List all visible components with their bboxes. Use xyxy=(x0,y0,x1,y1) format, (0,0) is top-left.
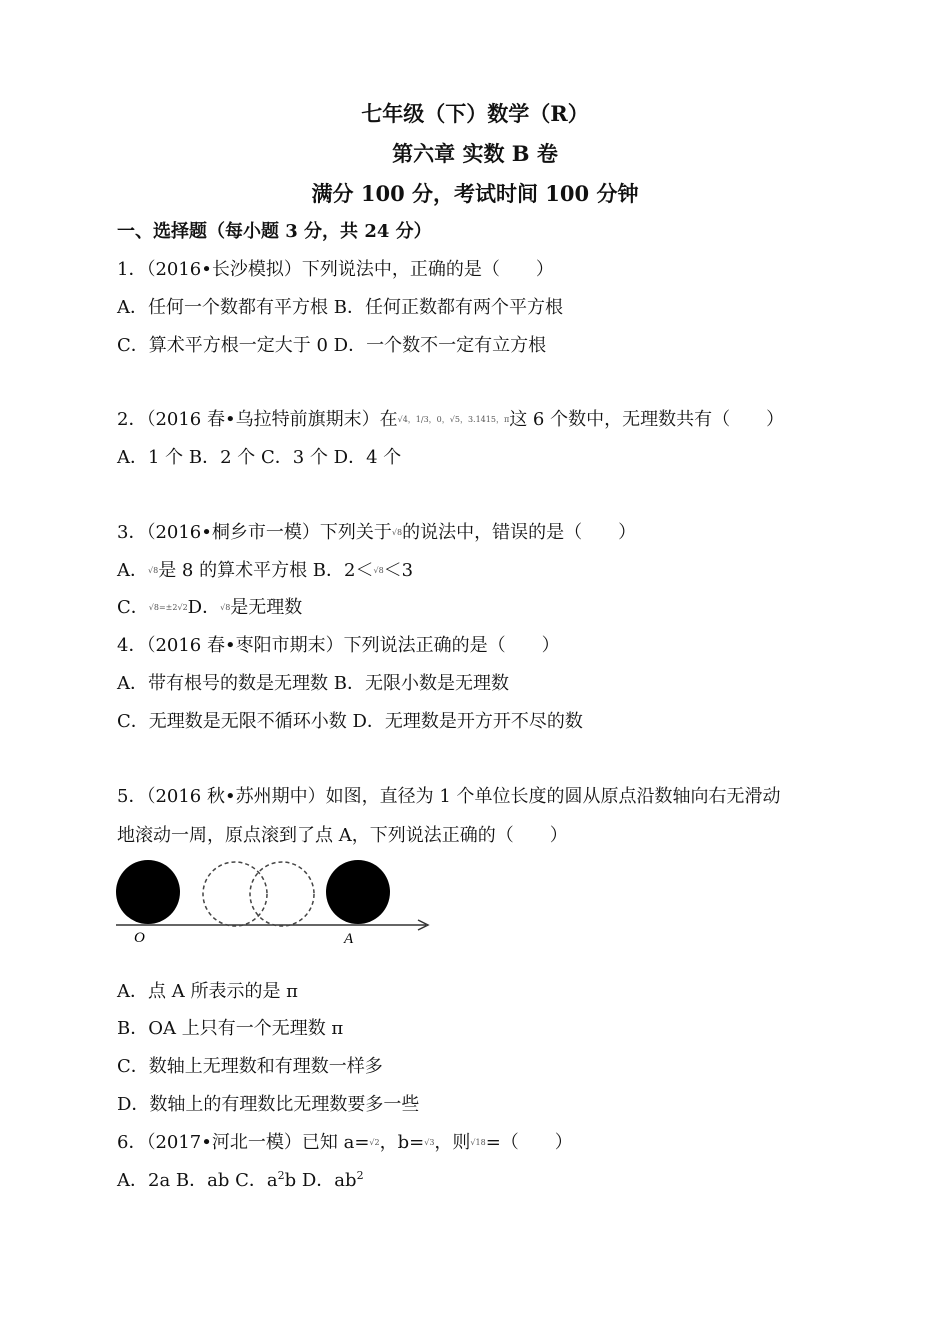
q6-math-a: √2 xyxy=(369,1138,380,1147)
q3-options-cd xyxy=(117,597,302,619)
rolling-circle-dashed-1 xyxy=(203,862,267,926)
q3-a-label: A． xyxy=(117,560,148,581)
q6-options xyxy=(117,1170,364,1192)
q2-stem-b: 这 6 个数中，无理数共有（ ） xyxy=(509,409,785,430)
start-circle xyxy=(116,860,180,924)
q3-b-text: ＜3 xyxy=(383,560,414,581)
q6-opt-b: b D．ab xyxy=(284,1170,357,1191)
q6-math-b: √3 xyxy=(424,1138,435,1147)
point-a-label: A xyxy=(344,931,354,947)
q3-stem-b: 的说法中，错误的是（ ） xyxy=(402,522,637,543)
q6-stem-c: ，则 xyxy=(434,1132,471,1153)
q2-math: √4，1/3，0，√5，3.1415，π xyxy=(397,415,510,424)
q3-stem-a: 3．（2016•桐乡市一模）下列关于 xyxy=(117,522,392,543)
q3-a-text: 是 8 的算术平方根 B．2＜ xyxy=(158,560,374,581)
q1-options-ab: A．任何一个数都有平方根 B．任何正数都有两个平方根 xyxy=(117,297,563,318)
q3-b-math: √8 xyxy=(373,566,384,575)
chapter-title: 第六章 实数 B 卷 xyxy=(392,141,558,166)
q2-stem-a: 2．（2016 春•乌拉特前旗期末）在 xyxy=(117,409,398,430)
q5-option-a: A．点 A 所表示的是 π xyxy=(117,981,298,1002)
q4-stem: 4．（2016 春•枣阳市期末）下列说法正确的是（ ） xyxy=(117,635,560,656)
q3-d-math: √8 xyxy=(220,603,231,612)
q3-c-math: √8=±2√2 xyxy=(148,603,188,612)
q6-stem-d: =（ ） xyxy=(485,1132,573,1153)
rolling-circle-dashed-2 xyxy=(250,862,314,926)
end-circle xyxy=(326,860,390,924)
q6-stem xyxy=(117,1132,573,1154)
origin-label: O xyxy=(134,930,145,946)
q3-stem xyxy=(117,522,636,544)
q1-stem: 1．（2016•长沙模拟）下列说法中，正确的是（ ） xyxy=(117,259,554,280)
q6-stem-b: ，b= xyxy=(379,1132,425,1153)
q6-stem-a: 6．（2017•河北一模）已知 a= xyxy=(117,1132,370,1153)
q5-stem-line1: 5．（2016 秋•苏州期中）如图，直径为 1 个单位长度的圆从原点沿数轴向右无滑动 xyxy=(117,786,781,807)
q4-options-cd: C．无理数是无限不循环小数 D．无理数是开方开不尽的数 xyxy=(117,711,583,732)
q3-options-ab xyxy=(117,560,413,582)
q2-stem xyxy=(117,409,784,431)
q3-c-label: C． xyxy=(117,597,149,618)
q3-a-math: √8 xyxy=(148,566,159,575)
q5-option-b: B．OA 上只有一个无理数 π xyxy=(117,1018,344,1039)
exam-info: 满分 100 分，考试时间 100 分钟 xyxy=(311,181,639,206)
q2-options: A．1 个 B．2 个 C．3 个 D．4 个 xyxy=(117,447,402,468)
section-heading: 一、选择题（每小题 3 分，共 24 分） xyxy=(117,221,432,242)
q5-option-d: D．数轴上的有理数比无理数要多一些 xyxy=(117,1094,420,1115)
q6-sup-2: 2 xyxy=(356,1169,364,1182)
q3-d-label: D． xyxy=(187,597,221,618)
q5-stem-line2: 地滚动一周，原点滚到了点 A，下列说法正确的（ ） xyxy=(117,825,568,846)
q6-sup-1: 2 xyxy=(277,1169,285,1182)
q6-opt-a: A．2a B．ab C．a xyxy=(117,1170,278,1191)
q6-math-c: √18 xyxy=(470,1138,486,1147)
page-title: 七年级（下）数学（R） xyxy=(361,101,589,126)
q4-options-ab: A．带有根号的数是无理数 B．无限小数是无理数 xyxy=(117,673,509,694)
q3-d-text: 是无理数 xyxy=(230,597,303,618)
q1-options-cd: C．算术平方根一定大于 0 D．一个数不一定有立方根 xyxy=(117,335,547,356)
rolling-circle-figure xyxy=(114,857,434,949)
q3-math: √8 xyxy=(391,528,403,537)
q5-option-c: C．数轴上无理数和有理数一样多 xyxy=(117,1056,383,1077)
